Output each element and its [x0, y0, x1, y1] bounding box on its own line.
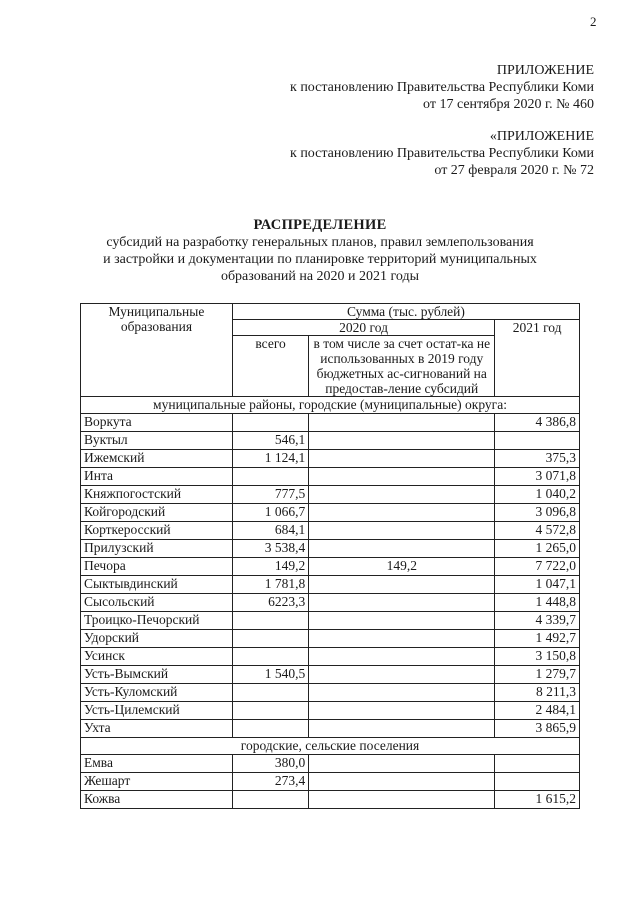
total-2020-cell: 684,1	[232, 522, 308, 540]
year-2021-cell	[495, 773, 580, 791]
appendix-1-title: ПРИЛОЖЕНИЕ	[496, 63, 594, 78]
section-districts	[81, 397, 580, 414]
header-year-2020: 2020 год	[232, 320, 494, 336]
year-2021-cell: 1 279,7	[495, 666, 580, 684]
table-row	[81, 414, 580, 432]
appendix-block-1	[290, 62, 594, 113]
total-2020-cell: 3 538,4	[232, 540, 308, 558]
municipality-cell: Сыктывдинский	[81, 576, 233, 594]
municipality-cell: Ижемский	[81, 450, 233, 468]
municipality-cell: Усть-Куломский	[81, 684, 233, 702]
appendix-2-line-2: от 27 февраля 2020 г. № 72	[434, 163, 594, 178]
municipality-cell: Троицко-Печорский	[81, 612, 233, 630]
appendix-1-line-1: к постановлению Правительства Республики Коми	[290, 80, 594, 95]
rest-2020-cell: 149,2	[309, 558, 495, 576]
table-body	[81, 397, 580, 809]
total-2020-cell	[232, 684, 308, 702]
table-row	[81, 755, 580, 773]
rest-2020-cell	[309, 414, 495, 432]
total-2020-cell	[232, 630, 308, 648]
rest-2020-cell	[309, 504, 495, 522]
distribution-table	[80, 303, 580, 809]
year-2021-cell: 1 492,7	[495, 630, 580, 648]
rest-2020-cell	[309, 522, 495, 540]
rest-2020-cell	[309, 468, 495, 486]
municipality-cell: Сысольский	[81, 594, 233, 612]
table-row	[81, 684, 580, 702]
appendix-1-line-2: от 17 сентября 2020 г. № 460	[423, 97, 594, 112]
header-year-2021: 2021 год	[495, 320, 580, 397]
municipality-cell: Княжпогостский	[81, 486, 233, 504]
table-row	[81, 666, 580, 684]
year-2021-cell: 3 150,8	[495, 648, 580, 666]
rest-2020-cell	[309, 702, 495, 720]
municipality-cell: Печора	[81, 558, 233, 576]
total-2020-cell: 380,0	[232, 755, 308, 773]
year-2021-cell: 375,3	[495, 450, 580, 468]
total-2020-cell: 777,5	[232, 486, 308, 504]
total-2020-cell	[232, 648, 308, 666]
table-row	[81, 540, 580, 558]
rest-2020-cell	[309, 755, 495, 773]
total-2020-cell: 1 124,1	[232, 450, 308, 468]
municipality-cell: Усть-Цилемский	[81, 702, 233, 720]
table-row	[81, 576, 580, 594]
total-2020-cell	[232, 612, 308, 630]
year-2021-cell: 1 047,1	[495, 576, 580, 594]
year-2021-cell: 1 615,2	[495, 791, 580, 809]
total-2020-cell	[232, 702, 308, 720]
total-2020-cell	[232, 791, 308, 809]
total-2020-cell	[232, 414, 308, 432]
municipality-cell: Воркута	[81, 414, 233, 432]
rest-2020-cell	[309, 630, 495, 648]
year-2021-cell: 1 265,0	[495, 540, 580, 558]
rest-2020-cell	[309, 450, 495, 468]
municipality-cell: Ухта	[81, 720, 233, 738]
total-2020-cell: 6223,3	[232, 594, 308, 612]
section-districts-label: муниципальные районы, городские (муниципальные) округа:	[81, 397, 580, 414]
header-sum: Сумма (тыс. рублей)	[232, 304, 579, 320]
year-2021-cell: 1 040,2	[495, 486, 580, 504]
rest-2020-cell	[309, 684, 495, 702]
document-title: РАСПРЕДЕЛЕНИЕ	[253, 217, 387, 233]
total-2020-cell: 1 781,8	[232, 576, 308, 594]
rest-2020-cell	[309, 432, 495, 450]
total-2020-cell	[232, 720, 308, 738]
header-including-rest: в том числе за счет остат-ка не использованных в 2019 году бюджетных ас-сигнований на предостав-ление субсидий	[309, 336, 495, 397]
table-row	[81, 720, 580, 738]
year-2021-cell: 4 572,8	[495, 522, 580, 540]
year-2021-cell	[495, 432, 580, 450]
total-2020-cell	[232, 468, 308, 486]
municipality-cell: Удорский	[81, 630, 233, 648]
table-header	[81, 304, 580, 397]
rest-2020-cell	[309, 773, 495, 791]
municipality-cell: Усинск	[81, 648, 233, 666]
table-row	[81, 791, 580, 809]
year-2021-cell: 1 448,8	[495, 594, 580, 612]
rest-2020-cell	[309, 720, 495, 738]
year-2021-cell: 3 071,8	[495, 468, 580, 486]
year-2021-cell: 2 484,1	[495, 702, 580, 720]
appendix-block-2	[290, 128, 594, 179]
total-2020-cell: 149,2	[232, 558, 308, 576]
rest-2020-cell	[309, 540, 495, 558]
total-2020-cell: 1 540,5	[232, 666, 308, 684]
rest-2020-cell	[309, 791, 495, 809]
appendix-2-title: «ПРИЛОЖЕНИЕ	[489, 129, 594, 144]
municipality-cell: Корткеросский	[81, 522, 233, 540]
table-row	[81, 504, 580, 522]
document-subtitle-line-1: субсидий на разработку генеральных планов, правил землепользования	[106, 235, 534, 250]
table-row	[81, 486, 580, 504]
page-number: 2	[590, 14, 597, 29]
table-row	[81, 558, 580, 576]
table-row	[81, 522, 580, 540]
header-municipality: Муниципальные образования	[81, 304, 233, 397]
table-row	[81, 468, 580, 486]
year-2021-cell: 3 096,8	[495, 504, 580, 522]
year-2021-cell: 4 386,8	[495, 414, 580, 432]
municipality-cell: Прилузский	[81, 540, 233, 558]
municipality-cell: Жешарт	[81, 773, 233, 791]
table-row	[81, 773, 580, 791]
rest-2020-cell	[309, 486, 495, 504]
rest-2020-cell	[309, 594, 495, 612]
year-2021-cell	[495, 755, 580, 773]
year-2021-cell: 3 865,9	[495, 720, 580, 738]
municipality-cell: Инта	[81, 468, 233, 486]
document-subtitle-line-2: и застройки и документации по планировке территорий муниципальных	[103, 252, 537, 267]
total-2020-cell: 546,1	[232, 432, 308, 450]
document-heading	[0, 216, 640, 285]
header-total: всего	[232, 336, 308, 397]
municipality-cell: Вуктыл	[81, 432, 233, 450]
rest-2020-cell	[309, 576, 495, 594]
table-row	[81, 630, 580, 648]
municipality-cell: Кожва	[81, 791, 233, 809]
municipality-cell: Койгородский	[81, 504, 233, 522]
table-row	[81, 594, 580, 612]
rest-2020-cell	[309, 666, 495, 684]
year-2021-cell: 7 722,0	[495, 558, 580, 576]
total-2020-cell: 1 066,7	[232, 504, 308, 522]
municipality-cell: Усть-Вымский	[81, 666, 233, 684]
year-2021-cell: 8 211,3	[495, 684, 580, 702]
table-row	[81, 702, 580, 720]
table-row	[81, 648, 580, 666]
document-subtitle-line-3: образований на 2020 и 2021 годы	[220, 269, 420, 284]
rest-2020-cell	[309, 612, 495, 630]
rest-2020-cell	[309, 648, 495, 666]
table-row	[81, 450, 580, 468]
year-2021-cell: 4 339,7	[495, 612, 580, 630]
table-row	[81, 612, 580, 630]
appendix-2-line-1: к постановлению Правительства Республики Коми	[290, 146, 594, 161]
section-settlements-label: городские, сельские поселения	[81, 738, 580, 755]
total-2020-cell: 273,4	[232, 773, 308, 791]
table-row	[81, 432, 580, 450]
municipality-cell: Емва	[81, 755, 233, 773]
section-settlements	[81, 738, 580, 755]
